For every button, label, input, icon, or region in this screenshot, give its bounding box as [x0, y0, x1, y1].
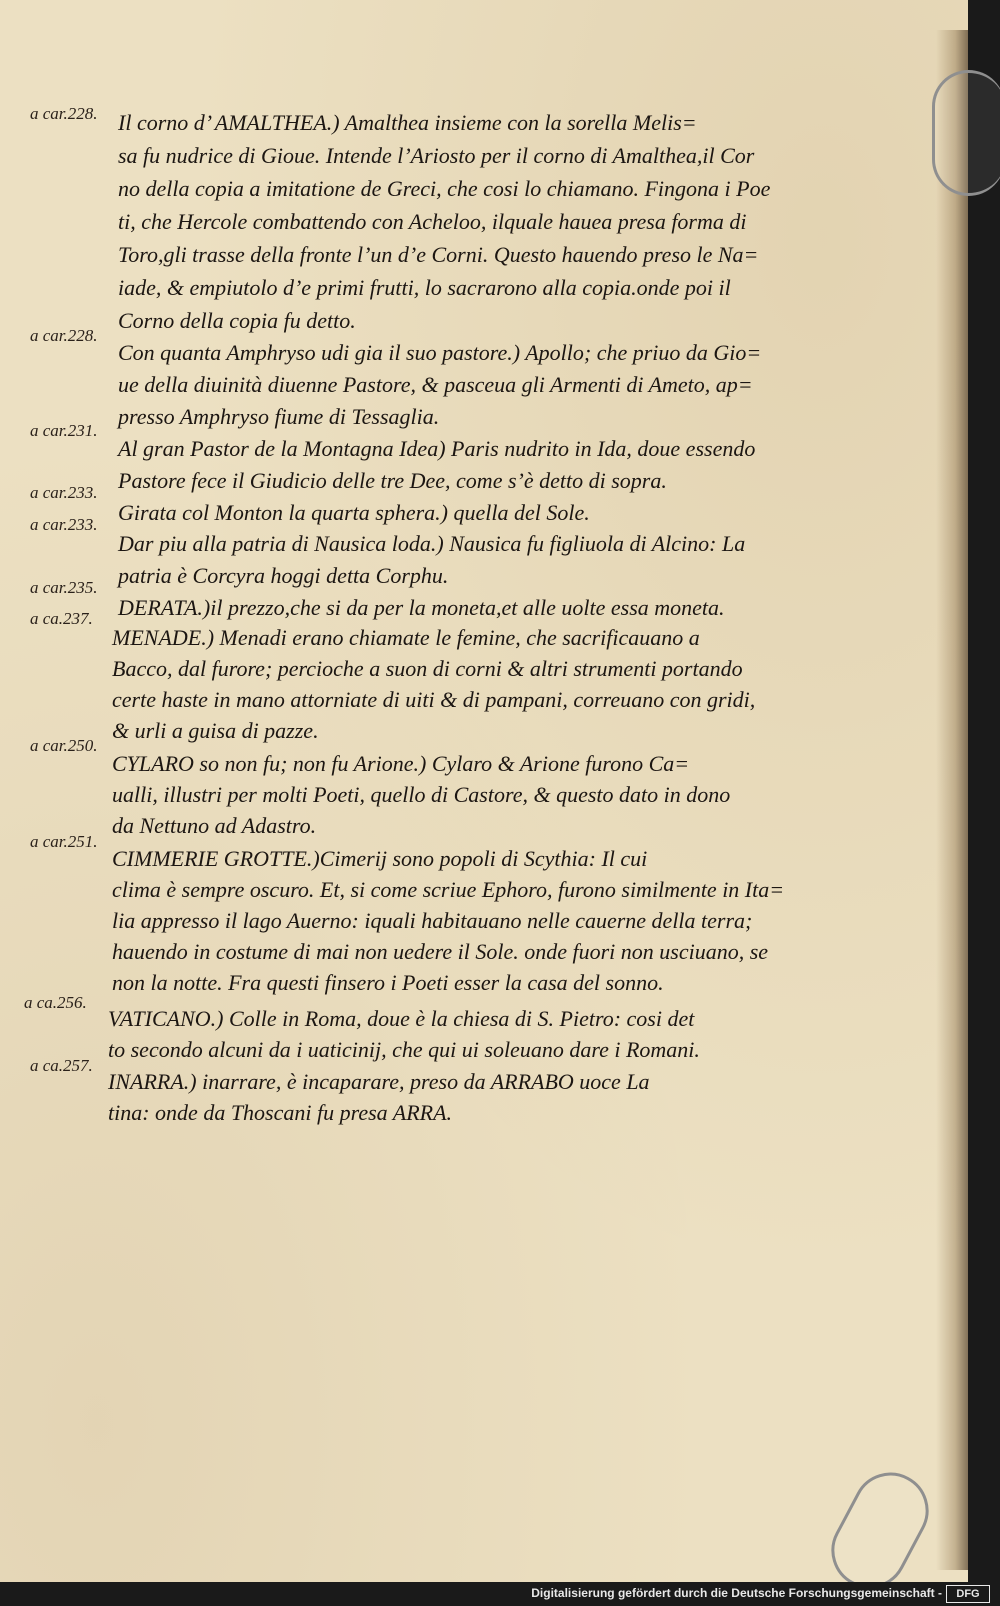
text-line: CIMMERIE GROTTE.)Cimerij sono popoli di Scythia: Il cui	[112, 846, 648, 871]
text-line: DERATA.)il prezzo,che si da per la moneta,et alle uolte essa moneta.	[118, 595, 725, 620]
margin-reference: a car.231.	[30, 421, 98, 440]
text-line: clima è sempre oscuro. Et, si come scriue Ephoro, furono similmente in Ita=	[112, 877, 785, 902]
text-line: Il corno d’ AMALTHEA.) Amalthea insieme con la sorella Melis=	[118, 110, 697, 135]
text-line: certe haste in mano attorniate di uiti & di pampani, correuano con gridi,	[112, 687, 756, 712]
margin-reference: a car.233.	[30, 483, 98, 502]
margin-reference: a ca.257.	[30, 1056, 93, 1075]
text-line: Dar piu alla patria di Nausica loda.) Nausica fu figliuola di Alcino: La	[118, 531, 746, 556]
text-line: Toro,gli trasse della fronte l’un d’e Corni. Questo hauendo preso le Na=	[118, 242, 759, 267]
margin-reference: a car.228.	[30, 104, 98, 123]
margin-reference: a car.251.	[30, 832, 98, 851]
text-line: ualli, illustri per molti Poeti, quello di Castore, & questo dato in dono	[112, 782, 731, 807]
text-line: lia appresso il lago Auerno: iquali habitauano nelle cauerne della terra;	[112, 908, 753, 933]
text-line: to secondo alcuni da i uaticinij, che qui ui soleuano dare i Romani.	[108, 1037, 700, 1062]
text-line: patria è Corcyra hoggi detta Corphu.	[118, 563, 449, 588]
text-line: VATICANO.) Colle in Roma, doue è la chiesa di S. Pietro: cosi det	[108, 1006, 695, 1031]
margin-reference: a ca.256.	[24, 993, 87, 1012]
text-line: no della copia a imitatione de Greci, che cosi lo chiamano. Fingona i Poe	[118, 176, 771, 201]
paper-clip-top	[932, 70, 1000, 196]
text-line: da Nettuno ad Adastro.	[112, 813, 317, 838]
footer-credit: Digitalisierung gefördert durch die Deutsche Forschungsgemeinschaft -	[531, 1586, 942, 1600]
text-line: ue della diuinità diuenne Pastore, & pasceua gli Armenti di Ameto, ap=	[118, 372, 753, 397]
margin-reference: a car.233.	[30, 515, 98, 534]
text-line: Con quanta Amphryso udi gia il suo pastore.) Apollo; che priuo da Gio=	[118, 340, 762, 365]
margin-reference: a car.250.	[30, 736, 98, 755]
text-line: iade, & empiutolo d’e primi frutti, lo sacrarono alla copia.onde poi il	[118, 275, 731, 300]
text-line: ti, che Hercole combattendo con Acheloo, ilquale hauea presa forma di	[118, 209, 747, 234]
text-line: Pastore fece il Giudicio delle tre Dee, come s’è detto di sopra.	[118, 468, 667, 493]
text-line: Corno della copia fu detto.	[118, 308, 356, 333]
text-line: INARRA.) inarrare, è incaparare, preso da ARRABO uoce La	[108, 1069, 650, 1094]
text-line: Girata col Monton la quarta sphera.) quella del Sole.	[118, 500, 590, 525]
dfg-logo: DFG	[946, 1585, 990, 1603]
margin-reference: a ca.237.	[30, 609, 93, 628]
text-line: CYLARO so non fu; non fu Arione.) Cylaro & Arione furono Ca=	[112, 751, 690, 776]
text-line: tina: onde da Thoscani fu presa ARRA.	[108, 1100, 453, 1125]
text-line: hauendo in costume di mai non uedere il Sole. onde fuori non usciuano, se	[112, 939, 769, 964]
text-line: presso Amphryso fiume di Tessaglia.	[118, 404, 440, 429]
paper-clip-bottom	[818, 1459, 942, 1602]
text-line: MENADE.) Menadi erano chiamate le femine, che sacrificauano a	[112, 625, 700, 650]
text-line: & urli a guisa di pazze.	[112, 718, 319, 743]
margin-reference: a car.235.	[30, 578, 98, 597]
text-line: Al gran Pastor de la Montagna Idea) Paris nudrito in Ida, doue essendo	[118, 436, 756, 461]
text-line: non la notte. Fra questi finsero i Poeti esser la casa del sonno.	[112, 970, 664, 995]
text-line: sa fu nudrice di Gioue. Intende l’Ariosto per il corno di Amalthea,il Cor	[118, 143, 755, 168]
margin-reference: a car.228.	[30, 326, 98, 345]
page-edge-shadow	[936, 30, 968, 1570]
text-line: Bacco, dal furore; percioche a suon di corni & altri strumenti portando	[112, 656, 743, 681]
